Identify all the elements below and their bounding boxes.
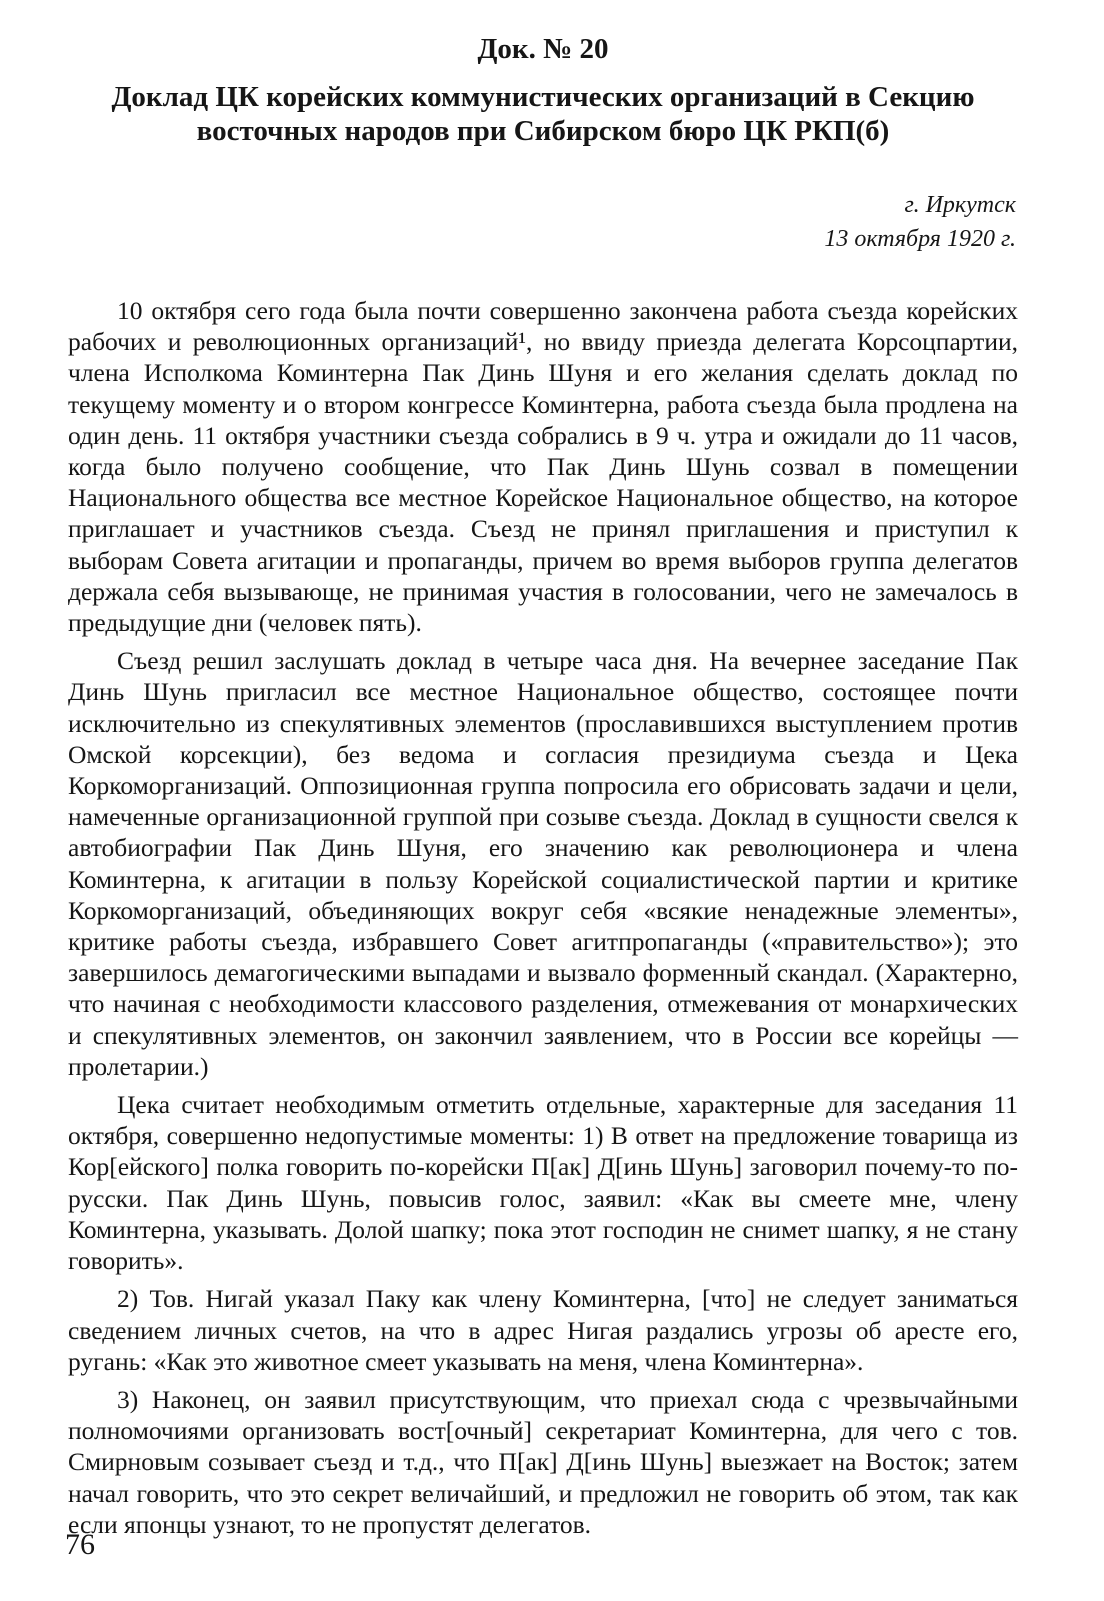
document-number: Док. № 20 bbox=[477, 33, 609, 65]
document-title: Доклад ЦК корейских коммунистических организаций в Секцию восточных народов при Сибирском бюро ЦК РКП(б) bbox=[111, 81, 975, 147]
place: г. Иркутск bbox=[904, 192, 1016, 218]
place-date-block bbox=[68, 188, 1016, 256]
paragraph: 3) Наконец, он заявил присутствующим, что приехал сюда с чрезвычайными полномочиями организовать вост[очный] секретариат Коминтерна, для чего с тов. Смирновым созывает съезд и т.д., что П[ак] Д[инь Шунь] выезжает на Восток; затем начал говорить, что это секрет величайший, и предложил не говорить об этом, так как если японцы узнают, то не пропустят делегатов. bbox=[68, 1384, 1018, 1539]
paragraph: 2) Тов. Нигай указал Паку как члену Коминтерна, [что] не следует заниматься сведением личных счетов, на что в адрес Нигая раздались угрозы об аресте его, ругань: «Как это животное смеет указывать на меня, члена Коминтерна». bbox=[68, 1284, 1018, 1376]
document-body bbox=[68, 295, 1018, 1540]
paragraph: Съезд решил заслушать доклад в четыре часа дня. На вечернее заседание Пак Динь Шунь пригласил все местное Национальное общество, состоящее почти исключительно из спекулятивных элементов (прославившихся выступлением против Омской корсекции), без ведома и согласия президиума съезда и Цека Коркоморганизаций. Оппозиционная группа попросила его обрисовать задачи и цели, намеченные организационной группой при созыве съезда. Доклад в сущности свелся к автобиографии Пак Динь Шуня, его значению как революционера и члена Коминтерна, к агитации в пользу Корейской социалистической партии и критике Коркоморганизаций, объединяющих вокруг себя «всякие ненадежные элементы», критике работы съезда, избравшего Совет агитпропаганды («правительство»); это завершилось демагогическими выпадами и вызвало форменный скандал. (Характерно, что начиная с необходимости классового разделения, отмежевания от монархических и спекулятивных элементов, он закончил заявлением, что в России все корейцы — пролетарии.) bbox=[68, 646, 1018, 1081]
page-number: 76 bbox=[65, 1528, 95, 1561]
date: 13 октября 1920 г. bbox=[824, 226, 1016, 252]
paragraph: Цека считает необходимым отметить отдельные, характерные для заседания 11 октября, совершенно недопустимые моменты: 1) В ответ на предложение товарища из Кор[ейского] полка говорить по-корейски П[ак] Д[инь Шунь] заговорил почему-то по-русски. Пак Динь Шунь, повысив голос, заявил: «Как вы смеете мне, члену Коминтерна, указывать. Долой шапку; пока этот господин не снимет шапку, я не стану говорить». bbox=[68, 1090, 1018, 1276]
paragraph: 10 октября сего года была почти совершенно закончена работа съезда корейских рабочих и революционных организаций¹, но ввиду приезда делегата Корсоцпартии, члена Исполкома Коминтерна Пак Динь Шуня и его желания сделать доклад по текущему моменту и о втором конгрессе Коминтерна, работа съезда была продлена на один день. 11 октября участники съезда собрались в 9 ч. утра и ожидали до 11 часов, когда было получено сообщение, что Пак Динь Шунь созвал в помещении Национального общества все местное Корейское Национальное общество, на которое приглашает и участников съезда. Съезд не принял приглашения и приступил к выборам Совета агитации и пропаганды, причем во время выборов группа делегатов держала себя вызывающе, не принимая участия в голосовании, чего не замечалось в предыдущие дни (человек пять). bbox=[68, 296, 1018, 638]
